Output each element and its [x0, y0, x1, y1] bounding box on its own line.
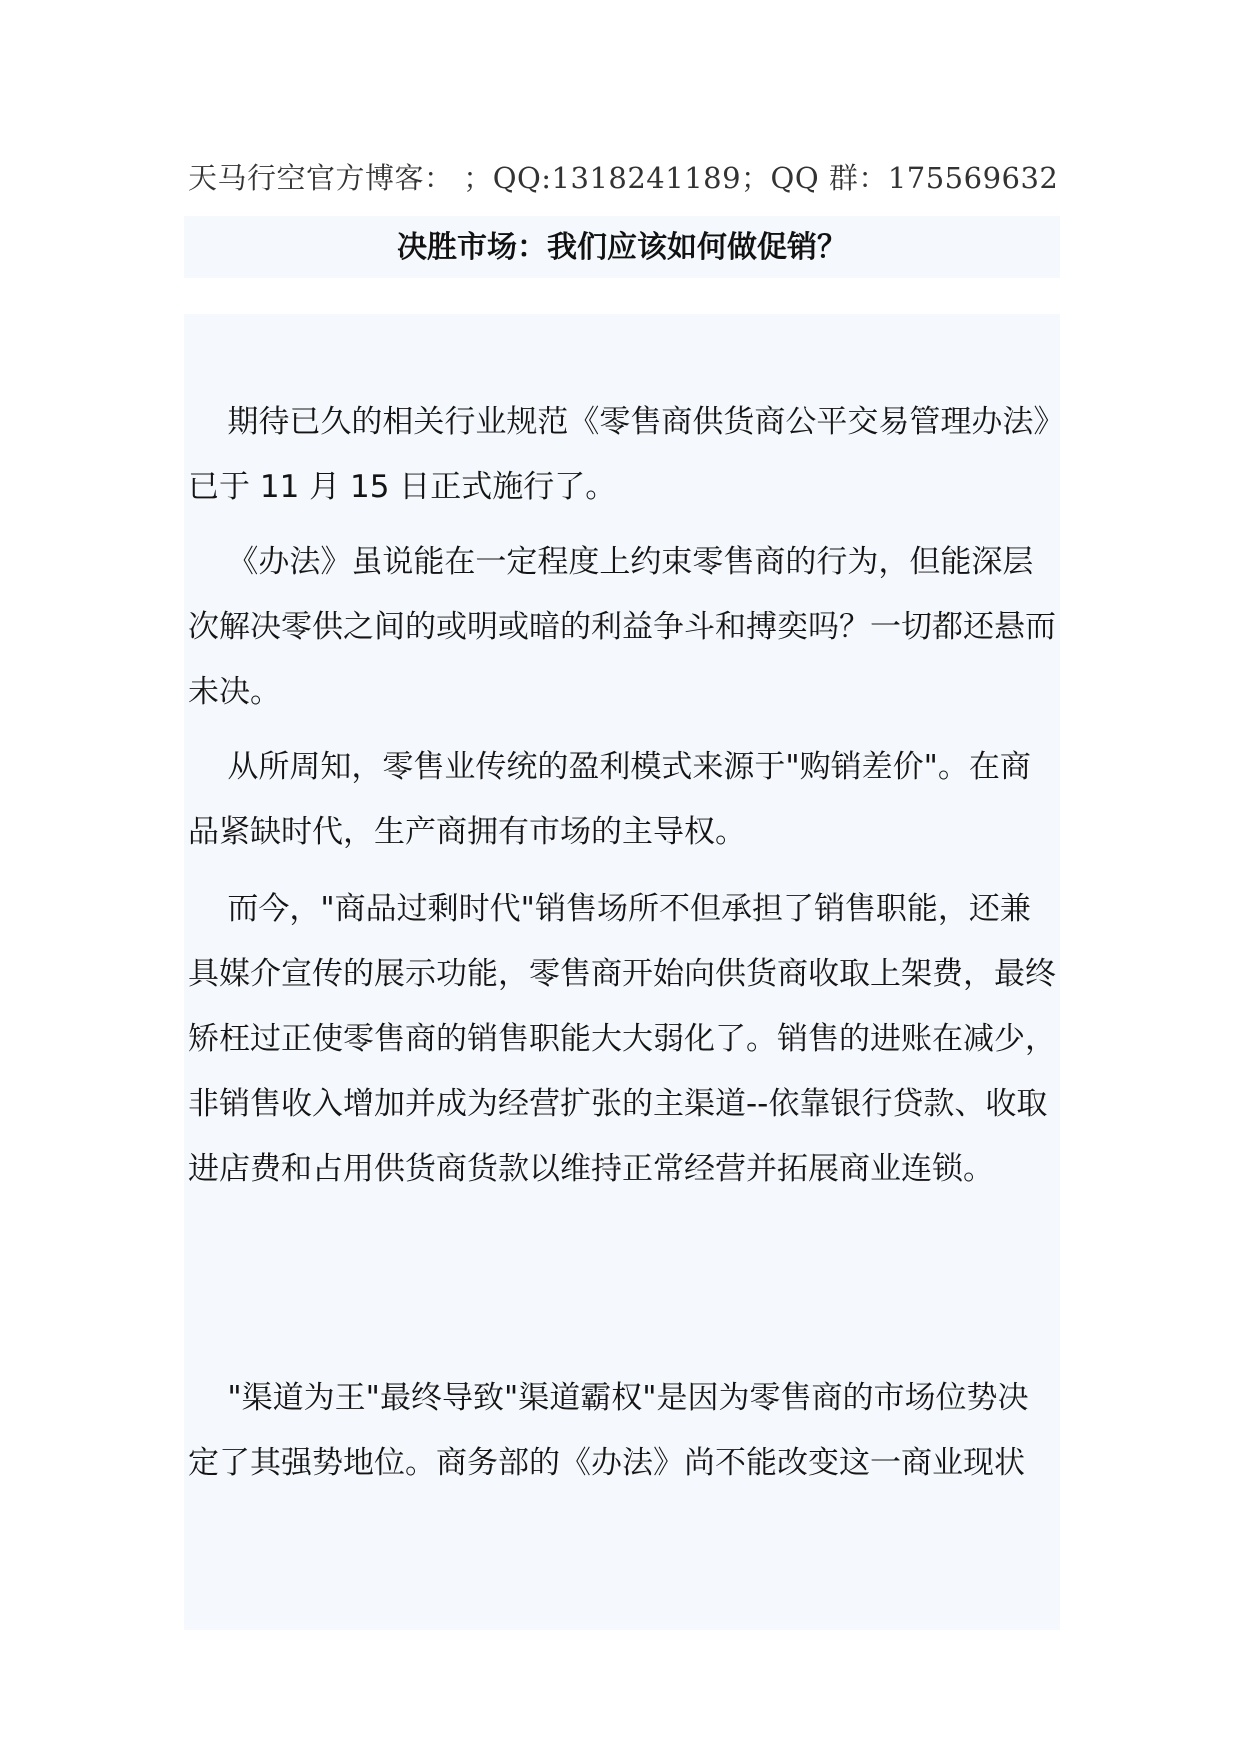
blog-contact-line: 天马行空官方博客： ；QQ:1318241189；QQ 群：175569632	[188, 161, 1059, 195]
paragraph-1: 期待已久的相关行业规范《零售商供货商公平交易管理办法》已于 11 月 15 日正式施行了。	[188, 404, 1049, 505]
paragraph-3: 从所周知，零售业传统的盈利模式来源于"购销差价"。在商品紧缺时代，生产商拥有市场的主导权。	[188, 749, 1031, 850]
article-body	[184, 314, 1060, 1630]
article-title: 决胜市场：我们应该如何做促销？	[397, 230, 847, 265]
paragraph-4: 而今，"商品过剩时代"销售场所不但承担了销售职能，还兼具媒介宣传的展示功能，零售商开始向供货商收取上架费，最终矫枉过正使零售商的销售职能大大弱化了。销售的进账在减少，非销售收入增加并成为经营扩张的主渠道--依靠银行贷款、收取进店费和占用供货商货款以维持正常经营并拓展商业连锁。	[188, 891, 1056, 1187]
paragraph-2: 《办法》虽说能在一定程度上约束零售商的行为，但能深层次解决零供之间的或明或暗的利益争斗和搏奕吗？一切都还悬而未决。	[188, 544, 1056, 710]
paragraph-5: "渠道为王"最终导致"渠道霸权"是因为零售商的市场位势决定了其强势地位。商务部的《办法》尚不能改变这一商业现状	[188, 1380, 1029, 1481]
title-block	[184, 216, 1060, 278]
